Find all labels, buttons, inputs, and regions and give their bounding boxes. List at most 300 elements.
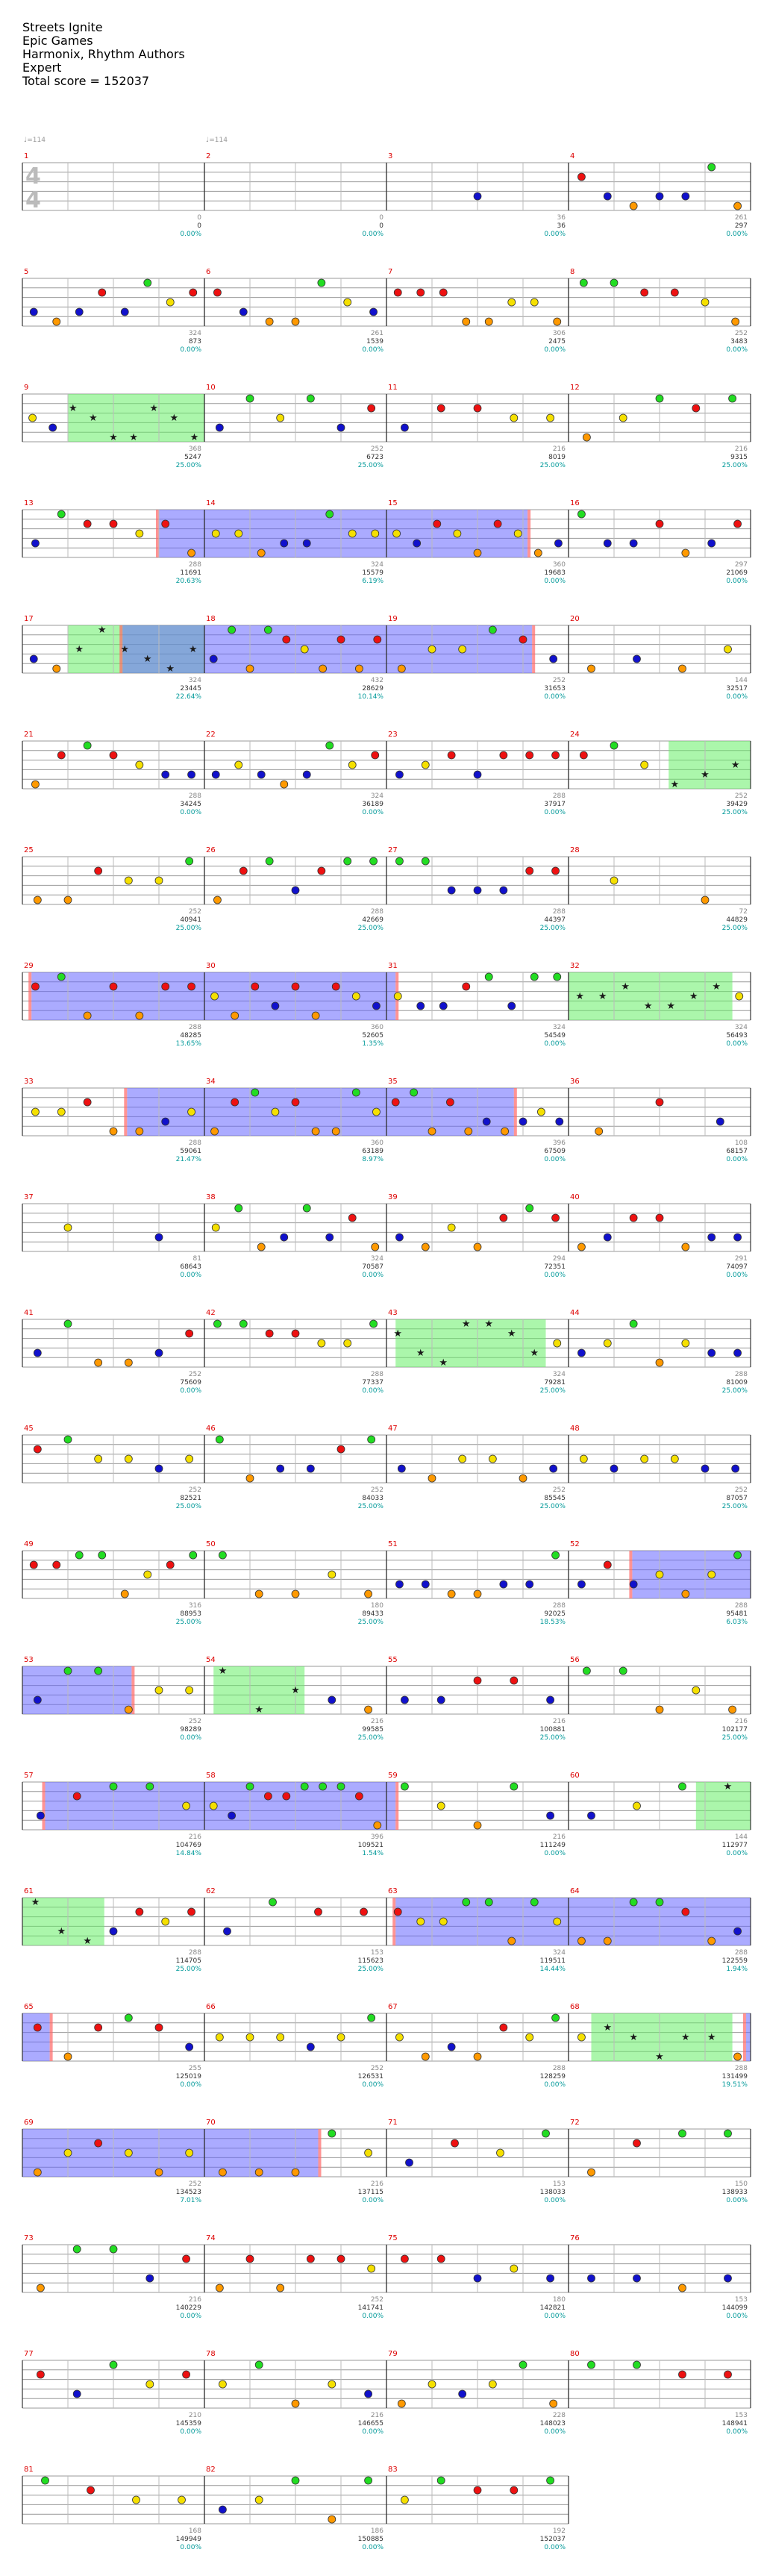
measure-51 [386,1540,569,1626]
blue-note [508,1002,516,1010]
green-note [368,2014,375,2022]
measure-number: 31 [388,962,398,970]
blue-note [210,655,217,663]
measure-42 [204,1309,386,1395]
blue-note [526,1581,533,1588]
measure-points: 144 [734,1833,748,1841]
measure-points: 288 [734,1602,748,1610]
multiplier-percent: 0.00% [362,2544,383,2551]
orange-note [257,549,265,557]
star-note: ★ [530,1348,539,1359]
multiplier-percent: 0.00% [362,2081,383,2089]
cumulative-score: 138033 [539,2189,566,2196]
multiplier-percent: 0.00% [180,346,201,354]
red-note [264,1792,272,1800]
measure-number: 40 [570,1193,580,1201]
blue-note [554,540,562,547]
star-note: ★ [666,1001,676,1012]
measure-16 [569,499,751,585]
measure-59 [386,1772,569,1857]
orange-note [630,202,637,210]
orange-note [213,896,221,904]
measure-number: 14 [206,499,216,507]
yellow-note [365,2149,372,2157]
star-note: ★ [143,654,152,665]
green-note [301,1783,308,1790]
cumulative-score: 1539 [366,338,383,346]
measure-points: 324 [188,330,201,337]
measure-number: 79 [388,2350,398,2358]
tempo-marker: ♩=114 [206,137,228,144]
measure-number: 9 [24,384,29,392]
red-note [231,1098,239,1106]
orange-note [136,1012,143,1019]
multiplier-percent: 0.00% [180,809,201,816]
blue-note [500,887,507,894]
multiplier-percent: 25.00% [357,1503,383,1510]
red-note [292,983,299,990]
multiplier-percent: 25.00% [721,809,748,816]
measure-44 [569,1309,751,1395]
measure-76 [569,2234,751,2320]
multiplier-percent: 0.00% [726,2313,748,2320]
green-note [219,1551,226,1559]
measure-points: 368 [188,446,201,453]
red-note [266,1330,273,1337]
multiplier-percent: 0.00% [544,1156,566,1163]
yellow-note [428,2380,436,2388]
red-note [552,1214,560,1222]
measure-points: 324 [552,1024,566,1031]
star-note: ★ [461,1319,471,1330]
green-note [530,1898,538,1906]
red-note [392,1098,399,1106]
cumulative-score: 122559 [721,1957,748,1965]
red-note [166,1561,174,1569]
measure-points: 0 [197,214,201,222]
measure-points: 261 [734,214,748,222]
blue-note [162,771,169,778]
red-note [656,1098,663,1106]
measure-38 [204,1193,386,1279]
multiplier-percent: 21.47% [175,1156,201,1163]
red-note [656,520,663,528]
multiplier-percent: 0.00% [726,1850,748,1857]
orange-note [211,1128,219,1135]
measure-number: 29 [24,962,34,970]
red-note [283,1792,290,1800]
cumulative-score: 59061 [180,1148,201,1155]
yellow-note [155,877,163,884]
measure-12 [569,384,751,469]
yellow-note [186,1686,193,1694]
measure-number: 8 [570,268,575,276]
green-note [577,510,585,518]
overdrive-section [386,1782,395,1830]
red-note [283,636,290,643]
yellow-note [348,530,356,537]
measure-number: 57 [24,1772,34,1780]
cumulative-score: 21069 [726,569,748,577]
multiplier-percent: 8.97% [362,1156,383,1163]
yellow-note [401,2496,408,2504]
multiplier-percent: 25.00% [539,1387,566,1395]
measure-points: 291 [734,1255,748,1263]
blue-note [395,1581,403,1588]
green-note [190,1551,197,1559]
blue-note [155,1234,163,1241]
measure-points: 288 [734,1949,748,1957]
blue-note [682,193,689,200]
red-note [31,983,39,990]
green-note [213,1320,221,1328]
multiplier-percent: 25.00% [357,1734,383,1742]
star-note: ★ [507,1328,516,1339]
green-note [656,395,663,402]
measure-points: 288 [734,1371,748,1378]
measure-number: 4 [570,152,575,160]
measure-points: 324 [370,561,383,569]
measure-points: 288 [734,2065,748,2072]
orange-note [355,665,363,672]
measure-number: 71 [388,2119,398,2127]
star-note: ★ [291,1685,300,1696]
orange-note [292,2400,299,2407]
measure-number: 32 [570,962,580,970]
blue-note [474,887,481,894]
blue-note [37,1812,44,1819]
red-note [682,1908,689,1916]
song-difficulty: Expert [22,60,62,75]
measure-points: 216 [552,446,566,453]
blue-note [326,1234,334,1241]
orange-note [332,1128,339,1135]
multiplier-percent: 14.44% [539,1966,566,1973]
yellow-note [125,2149,132,2157]
cumulative-score: 141741 [357,2304,383,2312]
blue-note [239,308,247,316]
measure-number: 63 [388,1887,398,1895]
cumulative-score: 48285 [180,1032,201,1040]
yellow-note [146,2380,154,2388]
red-note [239,867,247,875]
multiplier-percent: 25.00% [539,925,566,932]
blue-note [448,2043,455,2051]
yellow-note [212,530,219,537]
overdrive-edge [43,1782,46,1830]
red-note [374,636,381,643]
cumulative-score: 140229 [175,2304,201,2312]
star-note: ★ [439,1357,448,1369]
measure-number: 54 [206,1656,216,1664]
red-note [679,2371,686,2378]
red-note [84,520,91,528]
multiplier-percent: 25.00% [539,1734,566,1742]
measure-points: 288 [552,793,566,800]
star-note: ★ [416,1348,425,1359]
measure-number: 44 [570,1309,580,1317]
cumulative-score: 36189 [362,801,383,808]
multiplier-percent: 0.00% [180,2428,201,2436]
orange-note [679,665,686,672]
blue-note [365,2390,372,2398]
cumulative-score: 111249 [539,1842,566,1849]
yellow-note [125,1455,132,1463]
measure-21 [22,731,204,816]
star-note: ★ [109,432,118,443]
star-note: ★ [730,760,740,771]
measure-37 [22,1193,204,1279]
orange-note [734,202,742,210]
multiplier-percent: 25.00% [721,462,748,469]
blue-note [406,2159,413,2166]
blue-note [34,1696,41,1704]
red-note [337,2255,345,2263]
cumulative-score: 28629 [362,685,383,693]
orange-note [125,1706,132,1713]
yellow-note [318,1339,325,1347]
yellow-note [395,2033,403,2041]
measure-67 [386,2003,569,2089]
measure-number: 5 [24,268,29,276]
green-note [410,1089,418,1096]
blue-note [708,1234,716,1241]
measure-number: 27 [388,846,398,854]
green-note [580,279,587,287]
yellow-note [211,992,219,1000]
cumulative-score: 144099 [721,2304,748,2312]
cumulative-score: 0 [379,222,383,230]
red-note [183,2371,190,2378]
overdrive-section [386,1088,514,1136]
measure-7 [386,268,569,354]
orange-note [398,2400,405,2407]
blue-note [459,2390,466,2398]
measure-number: 2 [206,152,211,160]
star-note: ★ [701,769,710,781]
star-note: ★ [681,2032,690,2043]
star-power-section [569,972,733,1020]
measure-points: 288 [370,908,383,916]
measure-79 [386,2350,569,2436]
measure-points: 252 [370,2065,383,2072]
yellow-note [537,1108,545,1116]
overdrive-edge [28,972,31,1020]
measure-number: 22 [206,731,216,739]
red-note [188,1908,195,1916]
multiplier-percent: 20.63% [175,578,201,585]
yellow-note [216,2033,223,2041]
cumulative-score: 125019 [175,2073,201,2081]
blue-note [422,1581,429,1588]
measure-points: 216 [188,2296,201,2304]
star-note: ★ [670,779,680,790]
yellow-note [178,2496,186,2504]
red-note [372,751,379,759]
yellow-note [235,761,242,769]
orange-note [312,1128,319,1135]
green-note [57,510,65,518]
multiplier-percent: 1.94% [726,1966,748,1973]
cumulative-score: 98289 [180,1726,201,1734]
blue-note [155,1465,163,1472]
measure-number: 83 [388,2466,398,2474]
star-note: ★ [393,1328,403,1339]
red-note [110,983,117,990]
measure-number: 64 [570,1887,580,1895]
measure-number: 70 [206,2119,216,2127]
multiplier-percent: 22.64% [175,693,201,701]
yellow-note [352,992,360,1000]
orange-note [588,665,595,672]
red-note [183,2255,190,2263]
blue-note [75,308,83,316]
measure-points: 252 [552,677,566,684]
blue-note [633,655,641,663]
blue-note [212,771,219,778]
measure-points: 153 [734,2412,748,2419]
cumulative-score: 134523 [175,2189,201,2196]
red-note [394,1908,401,1916]
green-note [630,1320,637,1328]
red-note [446,1098,454,1106]
red-note [155,2024,163,2031]
orange-note [365,1590,372,1598]
measure-points: 252 [370,2296,383,2304]
red-note [57,751,65,759]
multiplier-percent: 0.00% [180,231,201,238]
multiplier-percent: 25.00% [721,925,748,932]
blue-note [162,1118,169,1125]
red-note [337,636,345,643]
red-note [53,1561,60,1569]
green-note [319,1783,327,1790]
orange-note [64,2053,72,2060]
measure-20 [569,615,751,701]
measure-77 [22,2350,204,2436]
blue-note [724,2275,732,2282]
orange-note [508,1937,516,1945]
red-note [474,1677,481,1684]
green-note [64,1320,72,1328]
orange-note [53,665,60,672]
cumulative-score: 152037 [539,2536,566,2543]
red-note [526,751,533,759]
red-note [162,983,169,990]
measure-number: 81 [24,2466,34,2474]
yellow-note [736,992,743,1000]
cumulative-score: 138933 [721,2189,748,2196]
yellow-note [682,1339,689,1347]
measure-number: 77 [24,2350,34,2358]
measure-points: 324 [370,1255,383,1263]
orange-note [31,781,39,788]
measure-10 [204,384,386,469]
measure-number: 59 [388,1772,398,1780]
red-note [87,2486,95,2494]
measure-number: 12 [570,384,580,392]
multiplier-percent: 25.00% [175,462,201,469]
cumulative-score: 15579 [362,569,383,577]
green-note [526,1204,533,1212]
red-note [190,289,197,296]
cumulative-score: 56493 [726,1032,748,1040]
yellow-note [577,2033,585,2041]
measure-points: 108 [734,1139,748,1147]
yellow-note [604,1339,611,1347]
measure-number: 26 [206,846,216,854]
cumulative-score: 146655 [357,2420,383,2427]
star-note: ★ [31,1897,40,1908]
green-note [264,626,272,634]
measure-points: 252 [188,1486,201,1494]
green-note [708,163,716,171]
multiplier-percent: 25.00% [721,1734,748,1742]
cumulative-score: 81009 [726,1379,748,1387]
multiplier-percent: 0.00% [362,231,383,238]
overdrive-edge [532,625,535,673]
measure-number: 74 [206,2234,216,2242]
star-note: ★ [655,2051,664,2063]
measure-78 [204,2350,386,2436]
green-note [554,973,561,981]
green-note [144,279,151,287]
yellow-note [155,1686,163,1694]
multiplier-percent: 0.00% [726,231,748,238]
orange-note [372,1243,379,1251]
measure-number: 21 [24,731,34,739]
multiplier-percent: 0.00% [362,2428,383,2436]
blue-note [556,1118,563,1125]
blue-note [604,1234,611,1241]
measure-46 [204,1425,386,1510]
red-note [633,2139,641,2147]
green-note [463,1898,470,1906]
multiplier-percent: 0.00% [180,2544,201,2551]
blue-note [34,1349,41,1357]
multiplier-percent: 0.00% [362,809,383,816]
star-note: ★ [723,1781,733,1792]
yellow-note [29,414,37,422]
blue-note [307,1465,314,1472]
multiplier-percent: 25.00% [175,1966,201,1973]
measure-points: 396 [552,1139,566,1147]
yellow-note [31,1108,39,1116]
multiplier-percent: 6.19% [362,578,383,585]
yellow-note [641,1455,648,1463]
measure-71 [386,2119,569,2204]
yellow-note [125,877,132,884]
red-note [136,1908,143,1916]
multiplier-percent: 0.00% [544,2544,566,2551]
measure-points: 252 [370,1486,383,1494]
multiplier-percent: 25.00% [721,1387,748,1395]
blue-note [121,308,128,316]
measure-62 [204,1887,386,1973]
red-note [577,173,585,181]
orange-note [292,2169,299,2176]
measure-points: 324 [370,793,383,800]
cumulative-score: 42669 [362,916,383,924]
cumulative-score: 114705 [175,1957,201,1965]
measure-number: 35 [388,1078,398,1086]
multiplier-percent: 0.00% [726,1040,748,1048]
measure-4 [569,152,751,238]
measure-points: 228 [552,2412,566,2419]
cumulative-score: 99585 [362,1726,383,1734]
measure-number: 11 [388,384,398,392]
green-note [337,1783,345,1790]
